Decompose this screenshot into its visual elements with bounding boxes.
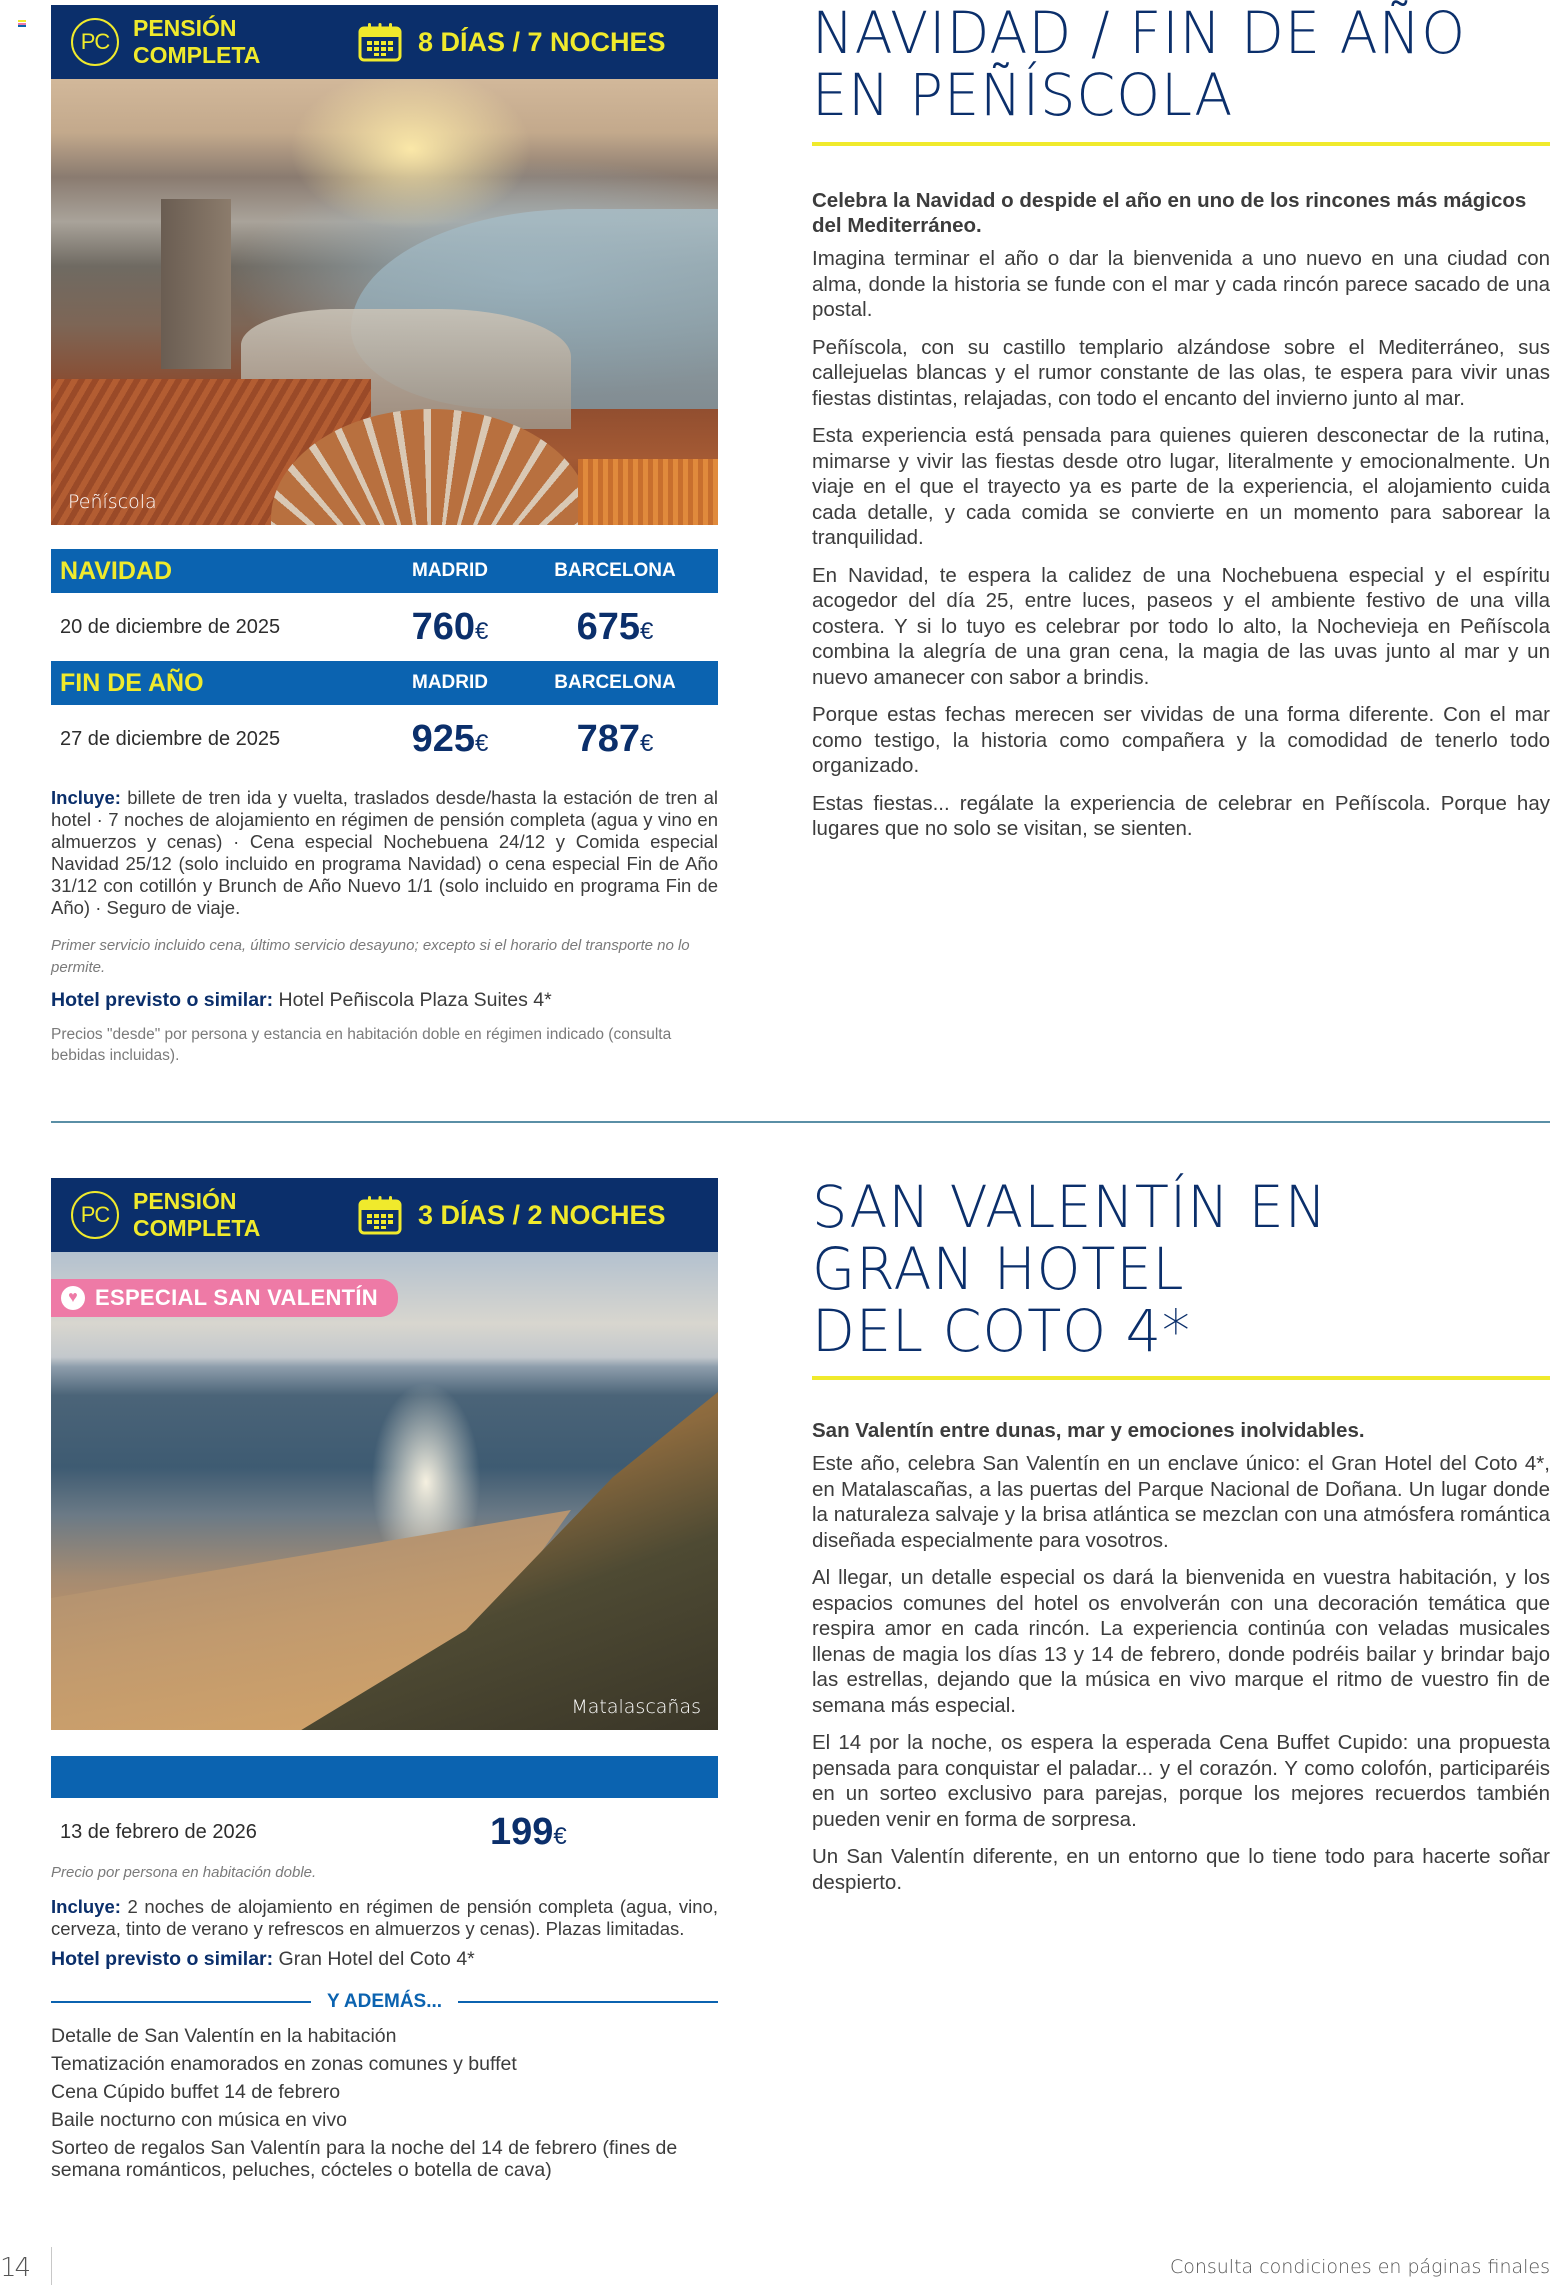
price-header-strip xyxy=(51,1756,718,1798)
heart-icon xyxy=(61,1286,85,1310)
season-label: FIN DE AÑO xyxy=(60,668,204,697)
trip-duration: 8 DÍAS / 7 NOCHES xyxy=(418,26,666,57)
price-row xyxy=(51,705,718,773)
offer-card-san-valentin xyxy=(51,1178,718,2187)
body-paragraph: Peñíscola, con su castillo templario alzándose sobre el Mediterráneo, sus callejuelas blancas y el rumor constante de las olas, te espera para vivir unas fiestas distintas, relajadas, con todo el encanto del invierno junto al mar. xyxy=(812,335,1550,410)
body-paragraph: Este año, celebra San Valentín en un enclave único: el Gran Hotel del Coto 4*, en Matalascañas, a las puertas del Parque Nacional de Doñana. Un lugar donde la naturaleza salvaje y la brisa atlántica se mezclan con una atmósfera romántica diseñada especialmente para vosotros. xyxy=(812,1452,1550,1552)
price-note: Precio por persona en habitación doble. xyxy=(51,1864,317,1881)
price-table-header-navidad xyxy=(51,549,718,593)
matalascanas-photo xyxy=(51,1252,718,1730)
board-duration-bar xyxy=(51,1178,718,1252)
body-paragraph: Imagina terminar el año o dar la bienvenida a uno nuevo en una ciudad con alma, donde la historia se funde con el mar y cada rincón parece sacado de una postal. xyxy=(812,247,1550,321)
city-header: MADRID xyxy=(412,672,488,693)
list-item: Cena Cúpido buffet 14 de febrero xyxy=(51,2081,341,2103)
price-barcelona: 787€ xyxy=(576,717,654,760)
lead-text: Celebra la Navidad o despide el año en uno de los rincones más mágicos del Mediterráneo. xyxy=(812,189,1527,237)
price-table-header-fin-de-ano xyxy=(51,661,718,705)
price-barcelona: 675€ xyxy=(576,605,654,648)
body-paragraph: Estas fiestas... regálate la experiencia de celebrar en Peñíscola. Porque hay lugares que no solo se visitan, se sienten. xyxy=(812,791,1550,840)
departure-date: 27 de diciembre de 2025 xyxy=(60,727,281,750)
extras-list xyxy=(51,2025,718,2181)
offer-title: NAVIDAD / FIN DE AÑO EN PEÑÍSCOLA xyxy=(812,0,1467,129)
title-underline xyxy=(812,1376,1550,1380)
includes-text: Incluye: 2 noches de alojamiento en régimen de pensión completa (agua, vino, cerveza, tinto de verano y refrescos en almuerzos y cenas). Plazas limitadas. xyxy=(51,1896,718,1939)
city-header: BARCELONA xyxy=(554,560,676,581)
calendar-icon xyxy=(358,22,402,62)
body-paragraph: El 14 por la noche, os espera la esperada Cena Buffet Cupido: una propuesta pensada para conquistar el paladar... y el corazón. Y como colofón, participaréis en un sorteo exclusivo para parejas, porque los mejores recuerdos también pueden venir en forma de sorpresa. xyxy=(812,1731,1550,1831)
price-table xyxy=(51,549,718,773)
price-row xyxy=(51,1798,718,1866)
photo-caption: Peñíscola xyxy=(68,491,157,513)
print-color-marker xyxy=(18,20,26,27)
price-madrid: 925€ xyxy=(411,717,489,760)
city-header: BARCELONA xyxy=(554,672,676,693)
board-duration-bar xyxy=(51,5,718,79)
footer-separator xyxy=(51,2247,52,2285)
pension-completa-icon: PC xyxy=(71,1191,119,1239)
offer-card-peniscola xyxy=(51,5,718,1066)
price-madrid: 760€ xyxy=(411,605,489,648)
includes-text: Incluye: billete de tren ida y vuelta, traslados desde/hasta la estación de tren al hotel · 7 noches de alojamiento en régimen de pensión completa (agua y vino en almuerzos y cenas) · Cena especial Nochebuena 24/12 y Comida especial Navidad 25/12 (solo incluido en programa Navidad) o cena especial Fin de Año 31/12 con cotillón y Brunch de Año Nuevo 1/1 (solo incluido en programa Fin de Año) · Seguro de viaje. xyxy=(51,787,718,918)
board-type-label: PENSIÓN COMPLETA xyxy=(133,1188,261,1241)
city-header: MADRID xyxy=(412,560,488,581)
tag-label: ESPECIAL SAN VALENTÍN xyxy=(95,1285,378,1310)
service-note: Primer servicio incluido cena, último servicio desayuno; excepto si el horario del transporte no lo permite. xyxy=(51,937,690,976)
lead-text: San Valentín entre dunas, mar y emociones inolvidables. xyxy=(812,1419,1365,1442)
list-item: Sorteo de regalos San Valentín para la noche del 14 de febrero (fines de semana románticos, peluches, cócteles o botella de cava) xyxy=(51,2137,678,2181)
body-paragraph: Porque estas fechas merecen ser vividas de una forma diferente. Con el mar como testigo, la historia como compañera y la comodidad de tenerlo todo organizado. xyxy=(812,703,1550,777)
title-underline xyxy=(812,142,1550,146)
body-paragraph: Un San Valentín diferente, en un entorno que lo tiene todo para hacerte soñar despierto. xyxy=(812,1845,1550,1894)
body-paragraph: Al llegar, un detalle especial os dará la bienvenida en vuestra habitación, y los espacios comunes del hotel os envolverán con una decoración temática que respira amor en cada rincón. La experiencia continúa con veladas musicales llenas de magia los días 13 y 14 de febrero, donde podréis bailar y brindar bajo las estrellas, dejando que la música en vivo marque el ritmo de vuestro fin de semana más especial. xyxy=(812,1566,1550,1717)
trip-duration: 3 DÍAS / 2 NOCHES xyxy=(418,1199,666,1230)
price-row xyxy=(51,593,718,661)
body-paragraph: Esta experiencia está pensada para quienes quieren desconectar de la rutina, mimarse y vivir las fiestas desde otro lugar, literalmente y emocionalmente. Un viaje en el que el trayecto ya es parte de la experiencia, el alojamiento cuida cada detalle, y cada comida se convierte en un momento para saborear la tranquilidad. xyxy=(812,424,1550,549)
list-item: Baile nocturno con música en vivo xyxy=(51,2109,347,2131)
extras-heading: Y ADEMÁS... xyxy=(51,1991,718,2013)
list-item: Tematización enamorados en zonas comunes y buffet xyxy=(51,2053,517,2075)
calendar-icon xyxy=(358,1195,402,1235)
offer-description-san-valentin xyxy=(812,1173,1550,1895)
season-label: NAVIDAD xyxy=(60,556,173,585)
departure-date: 20 de diciembre de 2025 xyxy=(60,615,281,638)
hotel-info: Hotel previsto o similar: Hotel Peñiscola Plaza Suites 4* xyxy=(51,989,552,1011)
list-item: Detalle de San Valentín en la habitación xyxy=(51,2025,397,2047)
footer-conditions-note: Consulta condiciones en páginas finales xyxy=(1169,2256,1550,2278)
board-type-label: PENSIÓN COMPLETA xyxy=(133,15,261,68)
special-valentin-tag xyxy=(51,1279,398,1317)
hotel-info: Hotel previsto o similar: Gran Hotel del Coto 4* xyxy=(51,1948,475,1970)
offer-description-peniscola xyxy=(812,2,1550,842)
price-disclaimer: Precios "desde" por persona y estancia en habitación doble en régimen indicado (consulta bebidas incluidas). xyxy=(51,1026,672,1064)
price: 199€ xyxy=(490,1810,567,1853)
pension-completa-icon: PC xyxy=(71,18,119,66)
body-paragraph: En Navidad, te espera la calidez de una Nochebuena especial y el espíritu acogedor del día 25, entre luces, paseos y el ambiente festivo de una villa costera. Y si lo tuyo es celebrar por todo lo alto, la Nochevieja en Peñíscola combina la alegría de una gran cena, la magia de las uvas junto al mar y un nuevo amanecer con sabor a brindis. xyxy=(812,563,1550,689)
section-divider xyxy=(51,1121,1550,1123)
departure-date: 13 de febrero de 2026 xyxy=(60,1820,257,1843)
page-number: 14 xyxy=(0,2253,30,2283)
offer-title: SAN VALENTÍN EN GRAN HOTEL DEL COTO 4* xyxy=(812,1173,1328,1365)
photo-caption: Matalascañas xyxy=(571,1696,701,1718)
peniscola-photo xyxy=(51,79,718,525)
